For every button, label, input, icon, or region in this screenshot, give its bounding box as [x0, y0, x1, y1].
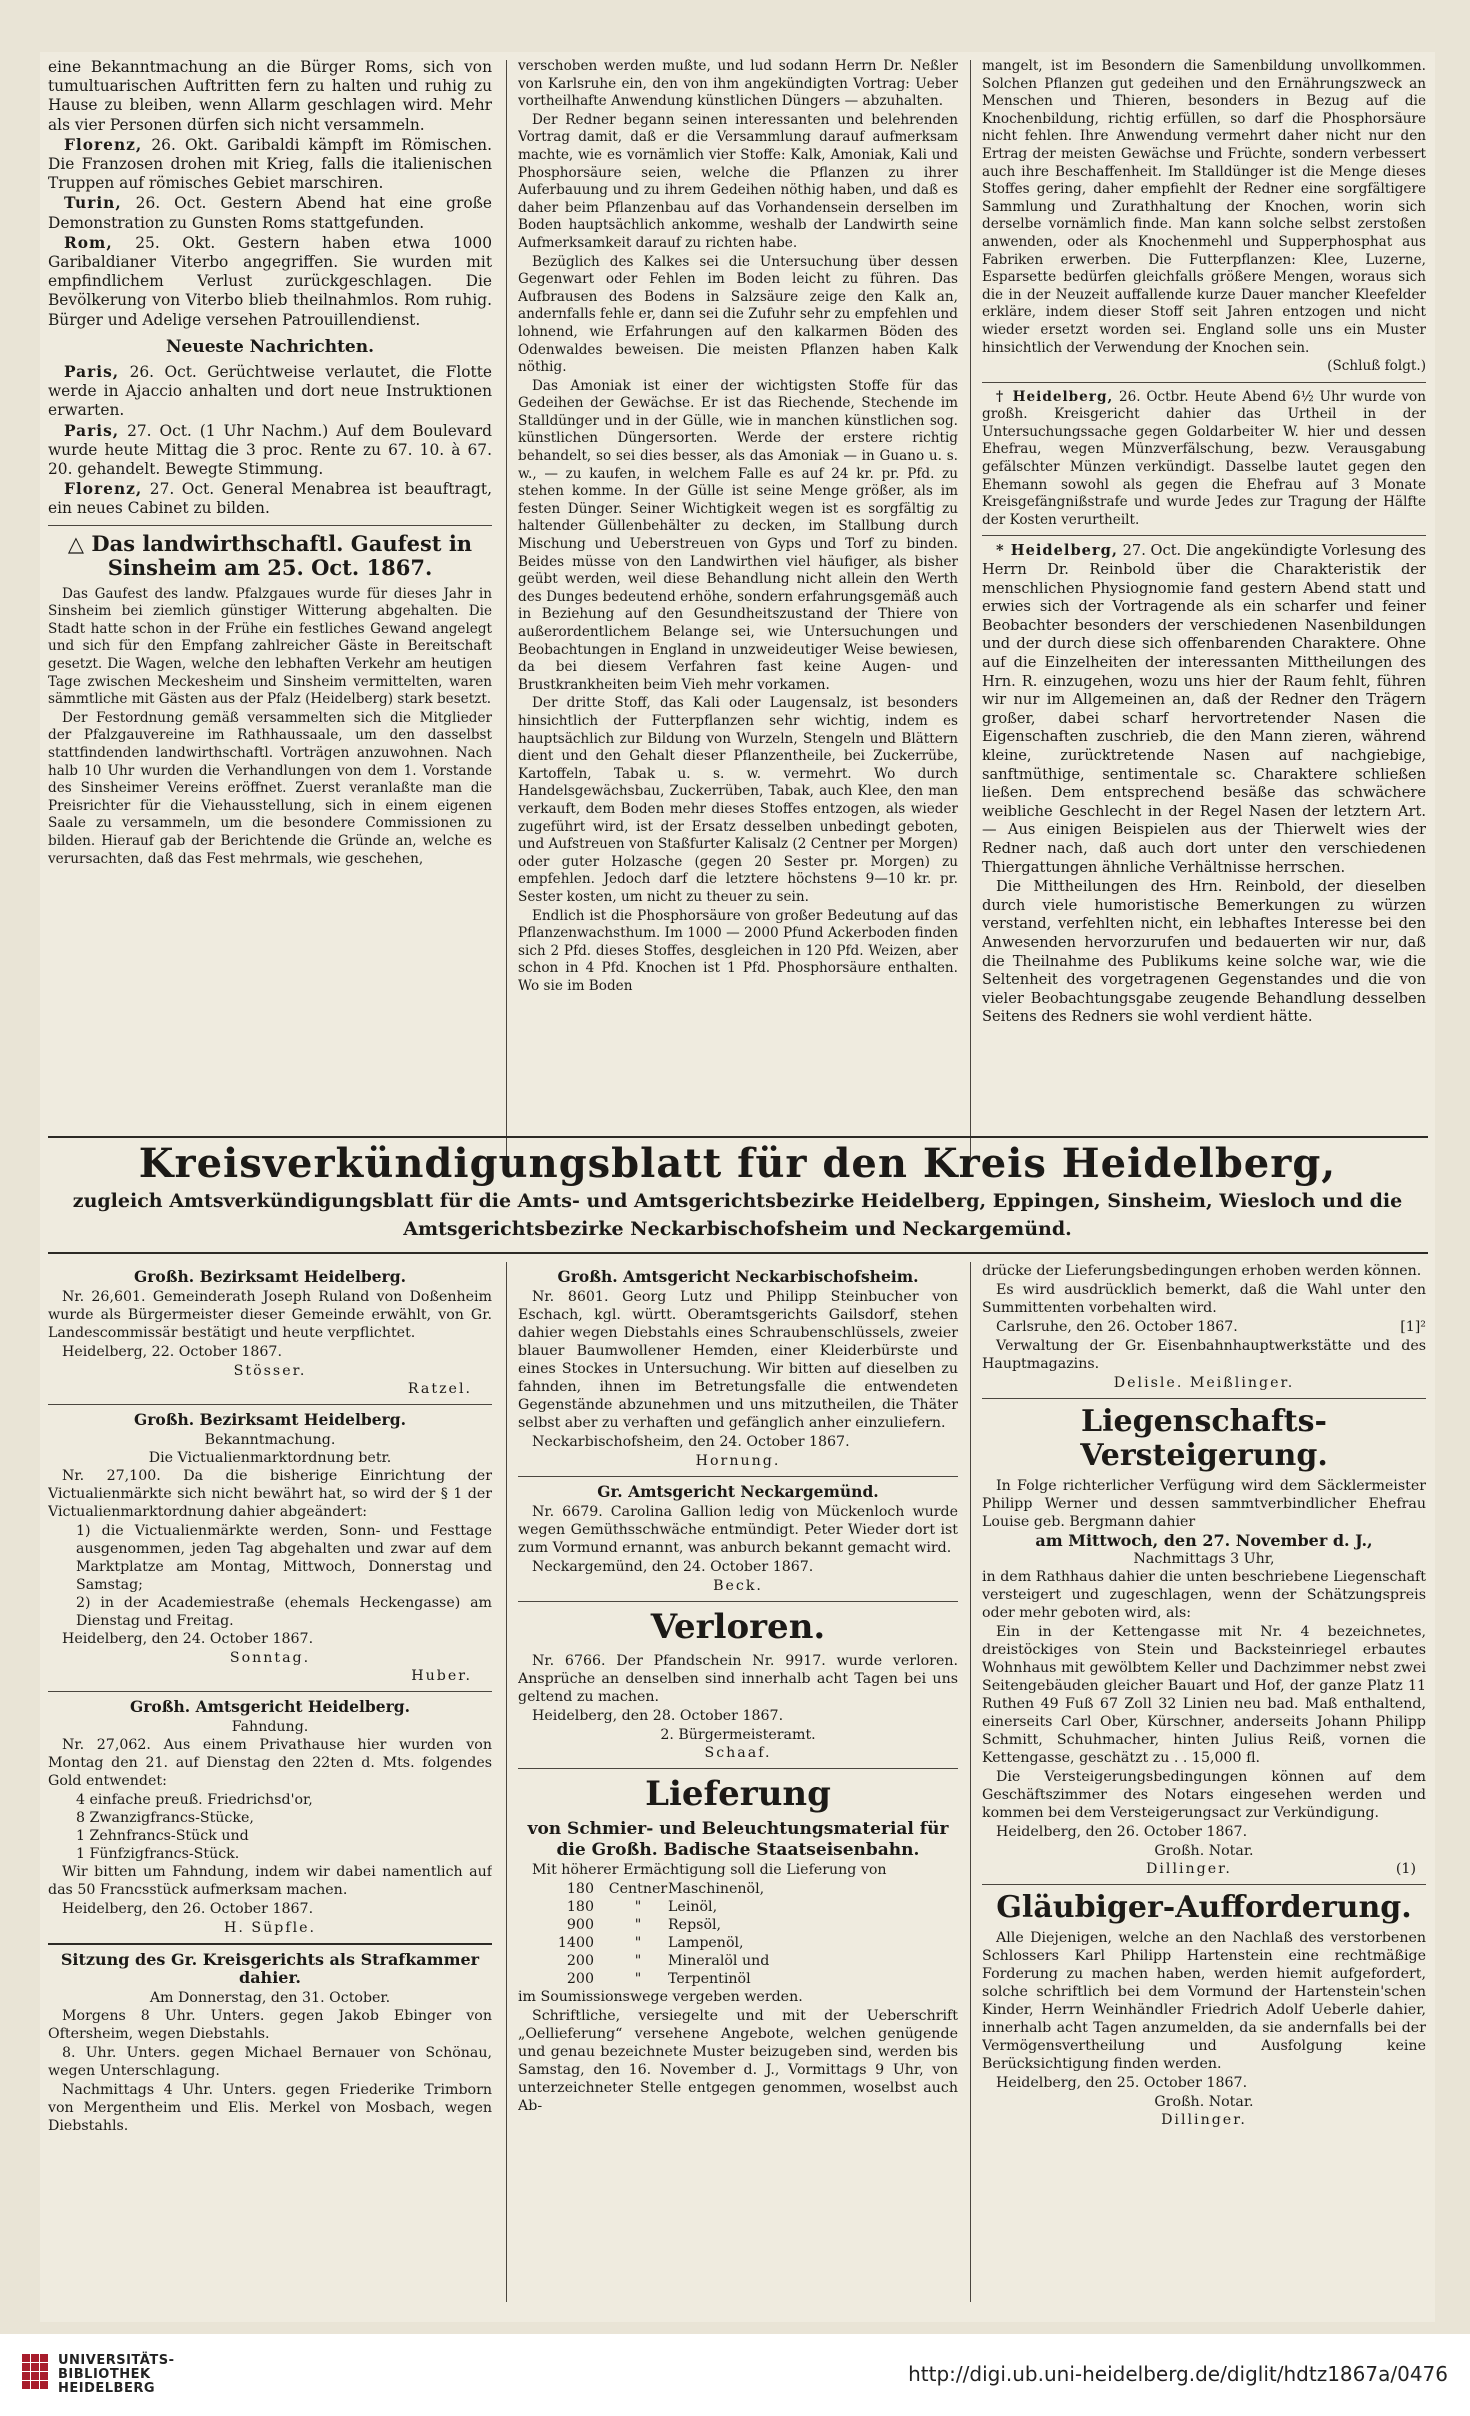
supply-unit: ": [634, 1917, 642, 1933]
supply-unit: ": [634, 1899, 642, 1915]
list-item: 8 Zwanzigfrancs-Stücke,: [76, 1810, 254, 1826]
column-2: [518, 58, 958, 1178]
article-body: [48, 586, 492, 869]
divider: [48, 1943, 492, 1945]
paragraph: Endlich ist die Phosphorsäure von großer Bedeutung auf das Pflanzenwachsthum. Im 1000 — 2000 Pfund Ackerboden finden sich 2 Pfd. dieses Stoffes, desgleichen in 120 Pfd. Weizen, aber schon in 4 Pfd. Knochen ist 1 Pfd. Phosphorsäure enthalten. Wo sie im Boden: [518, 907, 958, 994]
ad-heading: Großh. Amtsgericht Heidelberg.: [130, 1697, 410, 1716]
paragraph: Die Versteigerungsbedingungen können auf dem Geschäftszimmer des Notars eingesehen werden und kommen bei dem Versteigerungsact zur Verkündigung.: [982, 1769, 1426, 1821]
ad-signature: Ratzel.: [407, 1381, 472, 1397]
divider: [48, 525, 492, 526]
supply-table-row: [518, 1916, 958, 1934]
paragraph: Bezüglich des Kalkes sei die Untersuchung über dessen Gegenwart oder Fehlen im Boden leicht zu führen. Das Aufbrausen des Bodens in Salzsäure zeige den Kalk an, andernfalls fehle er, dann sei die Zufuhr sehr zu empfehlen und lohnend, wie Erfahrungen auf den kalkarmen Böden des Odenwaldes beweisen. Die meisten Pflanzen haben Kalk nöthig.: [518, 253, 958, 376]
source-url-link[interactable]: http://digi.ub.uni-heidelberg.de/diglit/hdtz1867a/0476: [908, 2362, 1448, 2386]
ad-title: Fahndung.: [231, 1719, 309, 1735]
paragraph: Das Gaufest des landw. Pfalzgaues wurde für dieses Jahr in Sinsheim bei ziemlich günstiger Witterung abgehalten. Die Stadt hatte schon in der Frühe ein festliches Gewand angelegt und sich für den Empfang zahlreicher Gäste in Bereitschaft gesetzt. Die Wagen, welche den lebhaften Verkehr am heutigen Tage zwischen Meckesheim und Sinsheim vermittelten, waren sämmtliche mit Gästen aus der Pfalz (Heidelberg) stark besetzt.: [48, 585, 492, 708]
paragraph: verschoben werden mußte, und lud sodann Herrn Dr. Neßler von Karlsruhe ein, den von ihm angekündigten Vortrag: Ueber vortheilhafte Anwendung künstlichen Düngers — abzuhalten.: [518, 58, 958, 110]
ad-date: Heidelberg, den 24. October 1867.: [62, 1631, 314, 1647]
ad-title: Gläubiger-Aufforderung.: [996, 1890, 1412, 1925]
ad-signature: Delisle. Meißlinger.: [1113, 1375, 1295, 1391]
paragraph: Alle Diejenigen, welche an den Nachlaß des verstorbenen Schlossers Karl Philipp Hartenstein eine rechtmäßige Forderung zu machen haben, werden hiemit aufgefordert, solche schriftlich bei dem Vormund der Hartenstein'schen Kinder, Herrn Weinhändler Friedrich Adolf Ueberle dahier, innerhalb acht Tagen anzumelden, da sie andernfalls bei der Vermögensvertheilung und Ausfolgung keine Berücksichtigung finden werden.: [982, 1930, 1426, 2072]
paragraph: Das Amoniak ist einer der wichtigsten Stoffe für das Gedeihen der Gewächse. Er ist das Riechende, Stechende im Stalldünger und in der Gülle, wie in manchen künstlichen sog. künstlichen Düngersorten. Werde der erstere richtig behandelt, so sei dies besser, als das Amoniak — in Guano u. s. w., — zu kaufen, in welchem Falle es auf 24 kr. pr. Pfd. zu stehen komme. In der Gülle ist seine Menge größer, als im festen Dünger. Seiner Wichtigkeit wegen ist es sorgfältig zu haltender Güllenbehälter zu decken, im Stallbung durch Mischung und Ueberstreuen von Gyps und Torf zu binden. Beides müsse von den Landwirthen viel häufiger, als bisher geübt werden, weil diese Behandlung nicht allein den Werth des Dunges bedeutend erhöhe, sondern erfahrungsgemäß auch in Beziehung auf den Gesundheitszustand der Thiere von außerordentlichem Belange sei, wie Untersuchungen und Beobachtungen in England in unzweideutiger Weise bewiesen, da bei diesem Verfahren fast keine Augen- und Brustkrankheiten beim Vieh mehr vorkamen.: [518, 377, 958, 693]
column-3: [982, 58, 1426, 1178]
ad-signature: Schaaf.: [704, 1745, 772, 1761]
paragraph: Mit höherer Ermächtigung soll die Lieferung von: [532, 1862, 887, 1878]
library-name: UNIVERSITÄTS- BIBLIOTHEK HEIDELBERG: [58, 2353, 175, 2396]
paragraph: Nr. 8601. Georg Lutz und Philipp Steinbucher von Eschach, kgl. württ. Oberamtsgerichts Gailsdorf, stehen dahier wegen Diebstahls eines Schraubenschlüssels, zweier blauer Baumwollener Hemden, einer Kleiderbürste und eines Stockes in Untersuchung. Wir bitten auf dieselben zu fahnden, ihnen im Betretungsfalle die entwendeten Gegenstände abzunehmen und uns mitzutheilen, die Thäter selbst aber zu verhaften und gefänglich anher einzuliefern.: [518, 1289, 958, 1431]
supply-item: Mineralöl und: [668, 1953, 770, 1969]
paragraph: Wir bitten um Fahndung, indem wir dabei namentlich auf das 50 Francsstück aufmerksam machen.: [48, 1864, 492, 1898]
column-divider: [970, 1262, 971, 2302]
list-item: 1 Zehnfrancs-Stück und: [76, 1828, 249, 1844]
paragraph: 8. Uhr. Unters. gegen Michael Bernauer von Schönau, wegen Unterschlagung.: [48, 2045, 492, 2079]
ad-date: Neckarbischofsheim, den 24. October 1867.: [532, 1434, 850, 1450]
column-1: [48, 58, 492, 1198]
paragraph: Der dritte Stoff, das Kali oder Laugensalz, ist besonders hinsichtlich der Futterpflanzen sehr wichtig, indem es hauptsächlich zur Bildung von Wurzeln, Stengeln und Blättern dient und den Gehalt dieser Pflanzentheile, bei Zuckerrübe, Kartoffeln, Tabak u. s. w. vermehrt. Wo durch Handelsgewächsbau, Zuckerrüben, Tabak, auch Klee, den man verkauft, dem Boden mehr dieses Stoffes entzogen, als wieder zugeführt wird, ist der Ersatz desselben unbedingt geboten, und Aufstreuen von Staßfurter Kalisalz (2 Centner per Morgen) oder guter Holzasche (gegen 20 Sester pr. Morgen) zu empfehlen. Jedoch darf die letztere höchstens 9—10 kr. pr. Sester kosten, um nicht zu theuer zu sein.: [518, 695, 958, 905]
paragraph: eine Bekanntmachung an die Bürger Roms, sich von tumultuarischen Auftritten fern zu halten und ruhig zu Hause zu bleiben, wenn Allarm geschlagen wird. Mehr als vier Personen dürfen sich nicht versammeln.: [48, 58, 492, 134]
ad-office: Großh. Notar.: [1154, 2094, 1254, 2110]
paragraph: Nr. 6679. Carolina Gallion ledig von Mückenloch wurde wegen Gemüthsschwäche entmündigt. Peter Wieder dort ist zum Vormund ernannt, was anburch bekannt gemacht wird.: [518, 1504, 958, 1556]
supply-item: Maschinenöl,: [668, 1881, 765, 1897]
supply-item: Repsöl,: [668, 1917, 722, 1933]
section-heading: Neueste Nachrichten.: [165, 336, 375, 357]
supply-table-row: [518, 1952, 958, 1970]
supply-table-row: [518, 1970, 958, 1988]
banner-title: Kreisverkündigungsblatt für den Kreis Heidelberg,: [138, 1140, 1337, 1187]
paragraph: Nr. 26,601. Gemeinderath Joseph Ruland von Doßenheim wurde als Bürgermeister dieser Gemeinde erwählt, von Gr. Landescommissär bestätigt und heute verpflichtet.: [48, 1289, 492, 1341]
supply-item: Terpentinöl: [668, 1971, 751, 1987]
article-heading: △ Das landwirthschaftl. Gaufest in Sinsheim am 25. Oct. 1867.: [67, 530, 473, 580]
supply-table-row: [518, 1934, 958, 1952]
paragraph: Nachmittags 4 Uhr. Unters. gegen Friederike Trimborn von Mergentheim und Elis. Merkel von Mosbach, wegen Diebstahls.: [48, 2082, 492, 2134]
column-divider: [506, 1262, 507, 2302]
paragraph: * Heidelberg, 27. Oct. Die angekündigte Vorlesung des Herrn Dr. Reinbold über die Charakteristik der menschlichen Physiognomie fand gestern Abend statt und erwies sich der Vortragende als ein scharfer und feiner Beobachter besonders der verschiedenen Nasenbildungen und der durch diese sich offenbarenden Charaktere. Ohne auf die Einzelheiten der interessanten Mittheilungen des Hrn. R. einzugehen, wozu uns hier der Raum fehlt, führen wir nur im Allgemeinen an, daß der Redner den Trägern großer, dabei scharf hervortretender Nasen die Eigenschaften zuschrieb, die den Mann zieren, während kleine, zurücktretende Nasen auf nachgiebige, sanftmüthige, sentimentale sc. Charaktere schließen ließen. Dem entsprechend besäße das schwächere weibliche Geschlecht in der Regel Nasen der letztern Art. — Aus einigen Beispielen aus der Thierwelt wies der Redner nach, daß auch dort unter den verschiedenen Thiergattungen ähnliche Verhältnisse herrschen.: [982, 542, 1426, 876]
supply-table-row: [518, 1898, 958, 1916]
banner-subtitle: Amtsgerichtsbezirke Neckarbischofsheim und Neckargemünd.: [403, 1218, 1072, 1240]
ads-column-1: [48, 1262, 492, 2302]
continued-note: (Schluß folgt.): [1327, 358, 1426, 375]
paragraph: Die Mittheilungen des Hrn. Reinbold, der dieselben durch viele humoristische Bemerkungen zu würzen verstand, verfehlten nicht, ein lebhaftes Interesse bei den Anwesenden hervorzurufen und bedauerten wir nur, daß die Theilnahme des Publikums keine solche war, wie die Seltenheit des vorgetragenen Gegenstandes und die von vieler Beobachtungsgabe zeugende Behandlung desselben Seitens des Redners sie wohl verdient hätte.: [982, 878, 1426, 1026]
paragraph: Es wird ausdrücklich bemerkt, daß die Wahl unter den Summittenten vorbehalten wird.: [982, 1282, 1426, 1316]
column-divider: [970, 60, 971, 1160]
ad-heading: Großh. Bezirksamt Heidelberg.: [134, 1410, 406, 1429]
ad-date: Heidelberg, den 26. October 1867.: [996, 1824, 1248, 1840]
paragraph: Paris, 27. Oct. (1 Uhr Nachm.) Auf dem Boulevard wurde heute Mittag die 3 proc. Rente zu 67. 10. à 67. 20. gehandelt. Bewegte Stimmung.: [48, 421, 492, 479]
list-item: 2) in der Academiestraße (ehemals Heckengasse) am Dienstag und Freitag.: [76, 1595, 492, 1629]
supply-quantity: 200: [566, 1953, 594, 1969]
ad-signature: Huber.: [411, 1668, 472, 1684]
ad-signature: Hornung.: [695, 1453, 781, 1469]
ad-date: Heidelberg, 22. October 1867.: [62, 1344, 282, 1360]
ads-column-2: [518, 1262, 958, 2302]
divider: [48, 1404, 492, 1405]
paragraph: Der Redner begann seinen interessanten und belehrenden Vortrag damit, daß er die Versammlung darauf aufmerksam machte, wie es vornämlich vier Stoffe: Kalk, Amoniak, Kali und Phosphorsäure seien, welche die Pflanzen zu ihrer Auferbauung und zu ihrem Gedeihen nöthig haben, und daß es daher beim Pflanzenbau auf das Vorhandensein derselben im Boden hauptsächlich ankomme, weshalb der Landwirth seine Aufmerksamkeit darauf zu richten habe.: [518, 111, 958, 251]
ad-signature: H. Süpfle.: [223, 1920, 317, 1936]
ad-signature: Stösser.: [233, 1363, 307, 1379]
ad-title: Bekanntmachung.: [204, 1432, 336, 1448]
ad-heading: Gr. Amtsgericht Neckargemünd.: [597, 1482, 879, 1501]
supply-unit: ": [634, 1953, 642, 1969]
auction-date: am Mittwoch, den 27. November d. J.,: [1035, 1531, 1373, 1550]
ad-signature: Dillinger.: [1161, 2112, 1247, 2128]
ad-office: 2. Bürgermeisteramt.: [660, 1727, 816, 1743]
paragraph: Schriftliche, versiegelte und mit der Ueberschrift „Oellieferung“ versehene Angebote, welchen genügende und genau bezeichnete Muster beizugeben sind, werden bis Samstag, den 16. November d. J., Vormittags 9 Uhr, von unterzeichneter Stelle entgegen genommen, woselbst auch Ab-: [518, 2008, 958, 2114]
ad-signature: Sonntag.: [229, 1650, 311, 1666]
ad-date: Heidelberg, den 25. October 1867.: [996, 2075, 1248, 2091]
supply-item: Lampenöl,: [668, 1935, 744, 1951]
list-item: 4 einfache preuß. Friedrichsd'or,: [76, 1792, 313, 1808]
paragraph: Florenz, 26. Okt. Garibaldi kämpft im Römischen. Die Franzosen drohen mit Krieg, falls die italienischen Truppen auf römisches Gebiet marschiren.: [48, 135, 492, 193]
divider: [518, 1601, 958, 1602]
supply-quantity: 180: [566, 1899, 594, 1915]
auction-time: Nachmittags 3 Uhr,: [1133, 1551, 1275, 1567]
paragraph: drücke der Lieferungsbedingungen erhoben werden können.: [982, 1263, 1422, 1279]
supply-unit: ": [634, 1971, 642, 1987]
divider: [982, 1398, 1426, 1399]
paragraph: in dem Rathhaus dahier die unten beschriebene Liegenschaft versteigert und zugeschlagen, wenn der Schätzungspreis oder mehr geboten wird, als:: [982, 1569, 1426, 1621]
ads-column-3: [982, 1262, 1426, 2302]
supply-quantity: 1400: [557, 1935, 594, 1951]
list-item: 1 Fünfzigfrancs-Stück.: [76, 1846, 240, 1862]
list-item: 1) die Victualienmärkte werden, Sonn- und Festtage ausgenommen, jeden Tag abgehalten und zwar auf dem Marktplatze am Montag, Mittwoch, Donnerstag und Samstag;: [76, 1523, 492, 1593]
ad-subtitle: von Schmier- und Beleuchtungsmaterial für die Großh. Badische Staatseisenbahn.: [527, 1819, 949, 1860]
article-body: [982, 542, 1426, 1026]
paragraph: † Heidelberg, 26. Octbr. Heute Abend 6½ Uhr wurde von großh. Kreisgericht dahier das Urtheil in der Untersuchungssache gegen Goldarbeiter W. hier und dessen Ehefrau, wegen Münzverfälschung, bezw. Verausgabung gefälschter Münzen verkündigt. Dasselbe lautet gegen den Ehemann sowohl als gegen die Ehefrau auf 3 Monate Kreisgefängnißstrafe und wurde Jedes zur Tragung der Hälfte der Kosten verurtheilt.: [982, 388, 1426, 528]
ad-date: Neckargemünd, den 24. October 1867.: [532, 1559, 814, 1575]
ad-signature: Dillinger. (1): [1146, 1861, 1416, 1877]
ad-signature: Beck.: [713, 1578, 763, 1594]
paragraph: In Folge richterlicher Verfügung wird dem Säcklermeister Philipp Werner und dessen sammtverbindlicher Ehefrau Louise geb. Bergmann dahier: [982, 1478, 1426, 1530]
paragraph: im Soumissionswege vergeben werden.: [518, 1989, 803, 2005]
ad-title: Lieferung: [645, 1774, 831, 1814]
ad-office: Großh. Notar.: [1154, 1843, 1254, 1859]
supply-quantity: 180: [566, 1881, 594, 1897]
column-divider: [506, 60, 507, 1160]
paragraph: Turin, 26. Oct. Gestern Abend hat eine große Demonstration zu Gunsten Roms stattgefunden.: [48, 194, 492, 232]
supply-table-row: [518, 1880, 958, 1898]
paragraph: Nr. 27,062. Aus einem Privathause hier wurden von Montag den 21. auf Dienstag den 22ten d. Mts. folgendes Gold entwendet:: [48, 1737, 492, 1789]
ad-heading: Großh. Amtsgericht Neckarbischofsheim.: [557, 1267, 919, 1286]
divider: [518, 1476, 958, 1477]
ad-office: Verwaltung der Gr. Eisenbahnhauptwerkstätte und des Hauptmagazins.: [982, 1338, 1426, 1372]
banner-rule-top: [48, 1136, 1428, 1138]
ad-mark: [1]²: [1400, 1319, 1426, 1335]
paragraph: Morgens 8 Uhr. Unters. gegen Jakob Ebinger von Oftersheim, wegen Diebstahls.: [48, 2008, 492, 2042]
ad-date: Carlsruhe, den 26. October 1867. [1]²: [996, 1319, 1426, 1335]
ad-heading: Großh. Bezirksamt Heidelberg.: [134, 1267, 406, 1286]
divider: [982, 382, 1426, 383]
paragraph: Der Festordnung gemäß versammelten sich die Mitglieder der Pfalzgauvereine im Rathhaussaale, um den dasselbst stattfindenden landwirthschaftl. Vorträgen anzuwohnen. Nach halb 10 Uhr wurden die Verhandlungen von dem 1. Vorstande des Sinsheimer Vereins eröffnet. Zuerst veranlaßte man die Preisrichter für die Viehausstellung, sich in einem eigenen Saale zu versammeln, um die besondere Commissionen zu bilden. Hierauf gab der Berichtende die Gründe an, welche es verursachten, daß das Fest mehrmals, wie geschehen,: [48, 709, 492, 867]
ad-date: Heidelberg, den 28. October 1867.: [532, 1708, 784, 1724]
ad-date: Heidelberg, den 26. October 1867.: [62, 1901, 314, 1917]
ad-date: Am Donnerstag, den 31. October.: [149, 1990, 391, 2006]
paragraph: Nr. 27,100. Da die bisherige Einrichtung der Victualienmärkte sich nicht bewährt hat, so wird der § 1 der Victualienmarktordnung dahier abgeändert:: [48, 1468, 492, 1520]
paragraph: mangelt, ist im Besondern die Samenbildung unvollkommen. Solchen Pflanzen gut gedeihen und den Ernährungszweck an Menschen und Thieren, besonders in Bezug auf die Knochenbildung, richtig erfüllen, so darf die Phosphorsäure nicht fehlen. Ihre Anwendung vermehrt daher nicht nur den Ertrag der meisten Gewächse und Früchte, sondern verbessert auch ihre Beschaffenheit. Im Stalldünger ist die Menge dieses Stoffes gering, daher empfiehlt der Redner eine sorgfältigere Sammlung und Zurathhaltung der Knochen, worin sich derselbe vornämlich finde. Man kann solche selbst zerstoßen anwenden, oder als Knochenmehl und Supperphosphat aus Fabriken erwerben. Die Futterpflanzen: Klee, Luzerne, Esparsette bedürfen gleichfalls größere Mengen, woraus sich die in der Neuzeit auffallende kurze Dauer mancher Kleefelder erkläre, indem dieser Stoff seit Jahren entzogen und nicht wieder ersetzt worden sei. England solle uns ein Muster hinsichtlich der Verwendung der Knochen sein.: [982, 58, 1426, 356]
ad-subtitle: Die Victualienmarktordnung betr.: [148, 1450, 392, 1466]
paragraph: Ein in der Kettengasse mit Nr. 4 bezeichnetes, dreistöckiges von Stein und Backsteinriegel erbautes Wohnhaus mit gewölbtem Keller und Dachzimmer nebst zwei Seitengebäuden gleicher Bauart und Hof, der ganze Platz 11 Ruthen 49 Fuß 67 Zoll 32 Linien neu bad. Maß enthaltend, einerseits Carl Ober, Kürschner, anderseits Johann Philipp Schmitt, Schuhmacher, hinten Julius Reiß, vornen die Kettengasse, geschätzt zu . . 15,000 fl.: [982, 1624, 1426, 1766]
banner-rule-bottom: [48, 1252, 1428, 1254]
banner-subtitle: zugleich Amtsverkündigungsblatt für die Amts- und Amtsgerichtsbezirke Heidelberg, Eppingen, Sinsheim, Wiesloch und die: [72, 1190, 1403, 1212]
ad-title: Liegenschafts-Versteigerung.: [1080, 1404, 1328, 1473]
footer-bar: [0, 2334, 1470, 2416]
paragraph: Florenz, 27. Oct. General Menabrea ist beauftragt, ein neues Cabinet zu bilden.: [48, 480, 492, 518]
university-library-logo-icon: [22, 2354, 48, 2394]
supply-quantity: 900: [566, 1917, 594, 1933]
supply-unit: ": [634, 1935, 642, 1951]
paragraph: Paris, 26. Oct. Gerüchtweise verlautet, die Flotte werde in Ajaccio anhalten und dort neue Instruktionen erwarten.: [48, 363, 492, 420]
supply-quantity: 200: [566, 1971, 594, 1987]
divider: [982, 535, 1426, 536]
supply-table: [518, 1880, 958, 1988]
divider: [518, 1768, 958, 1769]
paragraph: Rom, 25. Okt. Gestern haben etwa 1000 Garibaldianer Viterbo angegriffen. Sie wurden mit empfindlichem Verlust zurückgeschlagen. Die Bevölkerung von Viterbo blieb theilnahmlos. Rom ruhig. Bürger und Adelige versehen Patrouillendienst.: [48, 233, 492, 329]
supply-item: Leinöl,: [668, 1899, 718, 1915]
supply-unit: Centner: [608, 1881, 668, 1897]
divider: [982, 1884, 1426, 1885]
ad-title: Verloren.: [650, 1607, 826, 1647]
divider: [48, 1691, 492, 1692]
paragraph: Nr. 6766. Der Pfandschein Nr. 9917. wurde verloren. Ansprüche an denselben sind innerhalb acht Tagen bei uns geltend zu machen.: [518, 1653, 958, 1705]
ad-heading: Sitzung des Gr. Kreisgerichts als Strafkammer dahier.: [60, 1950, 480, 1987]
